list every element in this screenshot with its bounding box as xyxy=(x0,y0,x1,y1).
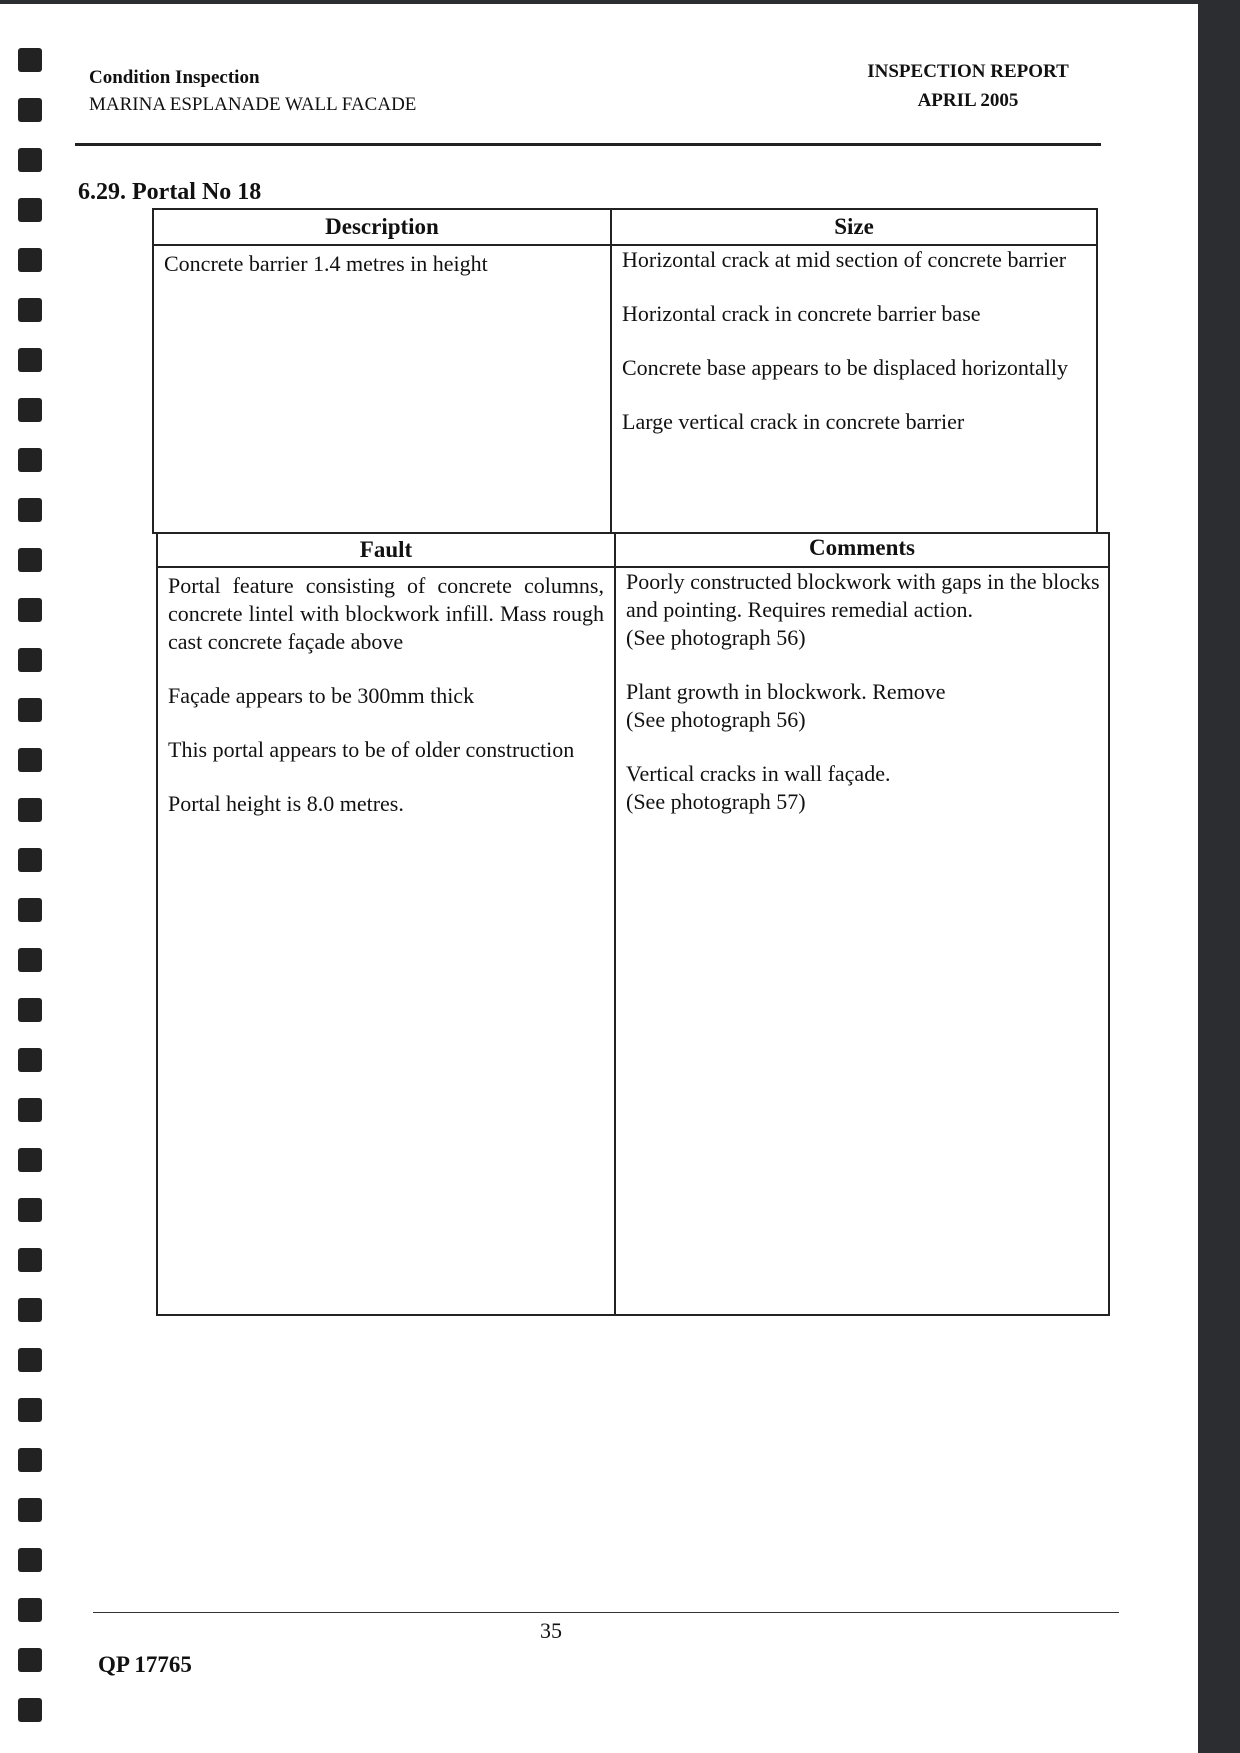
description-text: Concrete barrier 1.4 metres in height xyxy=(164,251,488,276)
report-title: INSPECTION REPORT xyxy=(867,61,1069,82)
binding-hole xyxy=(18,1648,42,1672)
binding-hole xyxy=(18,498,42,522)
binding-hole xyxy=(18,1348,42,1372)
binding-hole xyxy=(18,1098,42,1122)
comment-text: Plant growth in blockwork. Remove xyxy=(626,679,946,704)
binding-hole xyxy=(18,648,42,672)
photo-reference: (See photograph 56) xyxy=(626,707,806,732)
binding-hole xyxy=(18,448,42,472)
header-right xyxy=(858,57,1078,115)
binding-hole xyxy=(18,848,42,872)
binding-hole xyxy=(18,1448,42,1472)
binding-hole xyxy=(18,1598,42,1622)
comments-list xyxy=(626,568,1100,842)
binding-hole xyxy=(18,1248,42,1272)
binding-hole xyxy=(18,548,42,572)
comment-text: Vertical cracks in wall façade. xyxy=(626,761,891,786)
binding-hole xyxy=(18,698,42,722)
header-left xyxy=(89,64,416,118)
binding-hole xyxy=(18,798,42,822)
photo-reference: (See photograph 57) xyxy=(626,789,806,814)
header-subtitle: Condition Inspection xyxy=(89,67,260,88)
section-title: 6.29. Portal No 18 xyxy=(78,179,262,205)
document-reference: QP 17765 xyxy=(98,1652,192,1677)
binding-hole xyxy=(18,48,42,72)
binding-hole xyxy=(18,1298,42,1322)
binding-hole xyxy=(18,398,42,422)
table-column-divider xyxy=(614,534,616,1314)
binding-hole xyxy=(18,1148,42,1172)
footer-rule xyxy=(93,1612,1119,1613)
description-size-table xyxy=(152,208,1098,534)
binding-hole xyxy=(18,1048,42,1072)
scan-right-edge xyxy=(1198,0,1240,1753)
binding-hole xyxy=(18,248,42,272)
binding-hole xyxy=(18,98,42,122)
scan-top-edge xyxy=(0,0,1240,4)
size-list xyxy=(622,246,1086,462)
binding-hole xyxy=(18,1398,42,1422)
fault-item: This portal appears to be of older construction xyxy=(168,737,575,762)
photo-reference: (See photograph 56) xyxy=(626,625,806,650)
fault-comments-table xyxy=(156,532,1110,1316)
size-item: Large vertical crack in concrete barrier xyxy=(622,409,965,434)
size-item: Concrete base appears to be displaced horizontally xyxy=(622,355,1068,380)
table-column-divider xyxy=(610,210,612,532)
binding-hole xyxy=(18,1498,42,1522)
binding-hole xyxy=(18,348,42,372)
binding-hole xyxy=(18,598,42,622)
comment-item xyxy=(626,678,1100,734)
comments-header: Comments xyxy=(808,535,916,560)
fault-header: Fault xyxy=(359,537,413,562)
fault-item: Façade appears to be 300mm thick xyxy=(168,683,475,708)
binding-hole xyxy=(18,998,42,1022)
fault-item: Portal height is 8.0 metres. xyxy=(168,791,404,816)
binding-hole xyxy=(18,1698,42,1722)
binding-hole xyxy=(18,198,42,222)
binding-hole xyxy=(18,148,42,172)
binding-holes xyxy=(18,0,44,1753)
size-item: Horizontal crack at mid section of concrete barrier xyxy=(622,247,1067,272)
header-project-title: MARINA ESPLANADE WALL FACADE xyxy=(89,94,417,115)
comment-item xyxy=(626,760,1100,816)
binding-hole xyxy=(18,1548,42,1572)
comment-text: Poorly constructed blockwork with gaps in the blocks and pointing. Requires remedial action. xyxy=(626,569,1100,622)
binding-hole xyxy=(18,1198,42,1222)
size-item: Horizontal crack in concrete barrier base xyxy=(622,301,981,326)
binding-hole xyxy=(18,948,42,972)
binding-hole xyxy=(18,748,42,772)
description-header: Description xyxy=(325,214,439,239)
report-date: APRIL 2005 xyxy=(917,90,1019,111)
binding-hole xyxy=(18,298,42,322)
size-header: Size xyxy=(834,214,874,239)
comment-item xyxy=(626,568,1100,652)
header-rule xyxy=(75,143,1101,146)
binding-hole xyxy=(18,898,42,922)
fault-list xyxy=(168,572,604,844)
page-number: 35 xyxy=(540,1618,562,1643)
fault-item: Portal feature consisting of concrete columns, concrete lintel with blockwork infill. Mass rough cast concrete façade above xyxy=(168,573,604,654)
